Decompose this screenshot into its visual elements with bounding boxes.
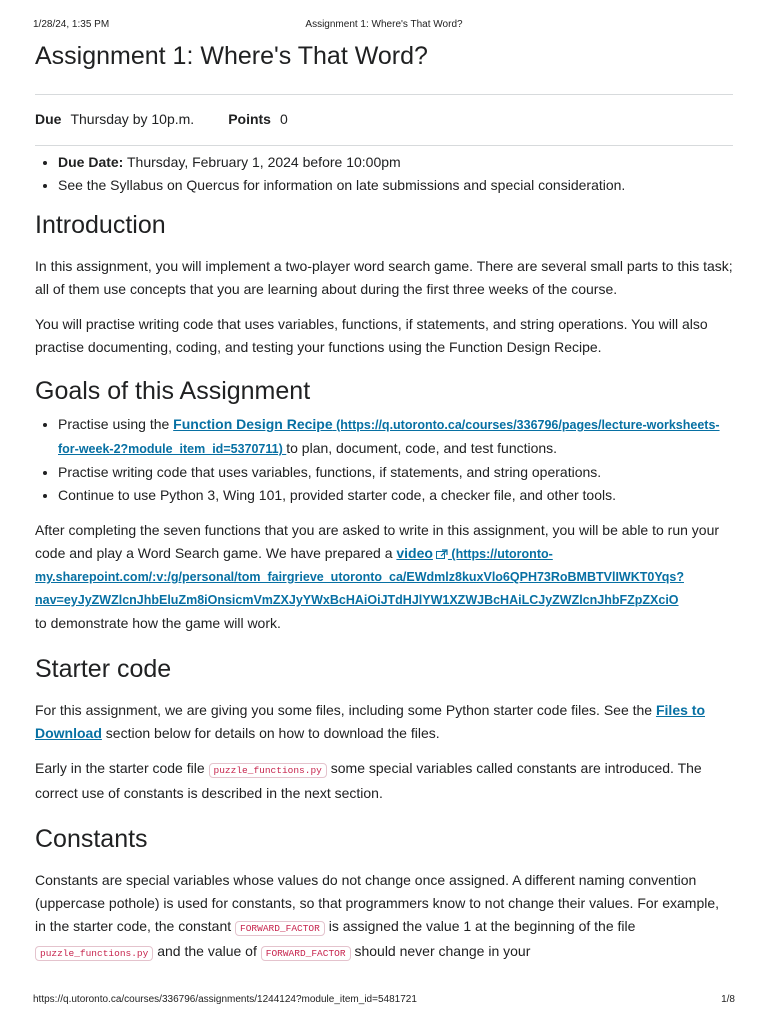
intro-paragraph-1: In this assignment, you will implement a two-player word search game. There are several small parts to this task; all of them use concepts that you are learning about during the first three weeks of the course. — [35, 258, 733, 297]
due-date-value: Thursday, February 1, 2024 before 10:00pm — [123, 154, 401, 170]
heading-starter-code: Starter code — [35, 655, 172, 683]
list-item: • Practise writing code that uses variables, functions, if statements, and string operations. — [58, 461, 733, 484]
due-value: Thursday by 10p.m. — [70, 111, 195, 127]
points-label: Points — [228, 111, 271, 127]
code-forward-factor: FORWARD_FACTOR — [261, 946, 351, 961]
constants-text-prefix: Constants are special variables whose values do not change once assigned. A different naming convention (uppercase pothole) is used for constants, so that programmers know to not change their values. For example, in the starter code, the constant — [35, 872, 720, 934]
assignment-meta — [35, 95, 733, 145]
goal-1-suffix: to plan, document, code, and test functions. — [286, 440, 558, 456]
code-puzzle-functions: puzzle_functions.py — [35, 946, 153, 961]
after-text-2: to demonstrate how the game will work. — [35, 615, 281, 631]
files-to-download-link[interactable]: Files to Download — [35, 702, 705, 741]
print-url: https://q.utoronto.ca/courses/336796/assignments/1244124?module_item_id=5481721 — [33, 994, 417, 1005]
intro-paragraph-2: You will practise writing code that uses variables, functions, if statements, and string operations. You will also practise documenting, coding, and testing your functions using the Function Design Recipe. — [35, 316, 708, 355]
print-header — [33, 19, 735, 33]
due-label: Due — [35, 111, 62, 127]
video-link[interactable]: video — [396, 545, 433, 561]
print-title: Assignment 1: Where's That Word? — [305, 19, 463, 30]
code-forward-factor: FORWARD_FACTOR — [235, 921, 325, 936]
print-date: 1/28/24, 1:35 PM — [33, 19, 110, 30]
list-item: • Continue to use Python 3, Wing 101, provided starter code, a checker file, and other tools. — [58, 484, 733, 507]
constants-text-mid-1: is assigned the value 1 at the beginning of the file — [324, 918, 636, 934]
points-value: 0 — [279, 111, 288, 127]
starter-text-1: For this assignment, we are giving you some files, including some Python starter code files. See the — [35, 702, 656, 718]
starter-text-1-suffix: section below for details on how to download the files. — [101, 725, 440, 741]
heading-goals: Goals of this Assignment — [35, 377, 311, 405]
goal-1-prefix: Practise using the — [58, 416, 174, 432]
video-url-line-2[interactable]: my.sharepoint.com/:v:/g/personal/tom_fairgrieve_utoronto_ca/EWdmlz8kuxVlo6QPH73RoBMBTVlIWKT0Yqs? — [35, 570, 684, 584]
video-url-line-3[interactable]: nav=eyJyZWZlcnJhbEluZm8iOnsicmVmZXJyYWxBcHAiOiJTdHJlYW1XZWJBcHAiLCJyZWZlcnJhbFZpZXciO — [35, 593, 679, 607]
starter-paragraph-1 — [35, 699, 733, 745]
heading-introduction: Introduction — [35, 211, 166, 239]
after-text-1: After completing the seven functions that you are asked to write in this assignment, you will be able to run your code and play a Word Search game. We have prepared a — [35, 522, 720, 561]
starter-paragraph-2 — [35, 757, 733, 805]
goals-list — [35, 413, 733, 507]
heading-constants: Constants — [35, 825, 148, 853]
page-title: Assignment 1: Where's That Word? — [35, 42, 428, 70]
starter-text-2-prefix: Early in the starter code file — [35, 760, 209, 776]
list-item — [58, 413, 733, 461]
list-item: • See the Syllabus on Quercus for information on late submissions and special consideration. — [58, 174, 733, 197]
meta-divider — [35, 145, 733, 146]
function-design-recipe-url-link[interactable]: (https://q.utoronto.ca/courses/336796/pages/lecture-worksheets-for-week-2?module_item_id=5370711) — [58, 418, 720, 456]
assignment-content — [35, 38, 733, 965]
video-url-link[interactable]: (https://utoronto- — [447, 547, 553, 561]
function-design-recipe-link[interactable]: Function Design Recipe — [173, 416, 333, 432]
print-footer — [33, 994, 735, 1008]
due-date-label: Due Date: — [58, 154, 124, 170]
external-link-icon — [436, 543, 448, 553]
constants-text-suffix: should never change in your — [350, 943, 531, 959]
constants-text-mid-2: and the value of — [153, 943, 261, 959]
code-puzzle-functions: puzzle_functions.py — [209, 763, 327, 778]
due-bullets — [35, 151, 733, 197]
after-paragraph — [35, 519, 733, 635]
starter-text-2-suffix: some special variables called constants are introduced. The correct use of constants is described in the next section. — [35, 760, 702, 801]
constants-paragraph — [35, 869, 733, 965]
list-item — [58, 151, 733, 174]
print-page-number: 1/8 — [721, 994, 735, 1005]
